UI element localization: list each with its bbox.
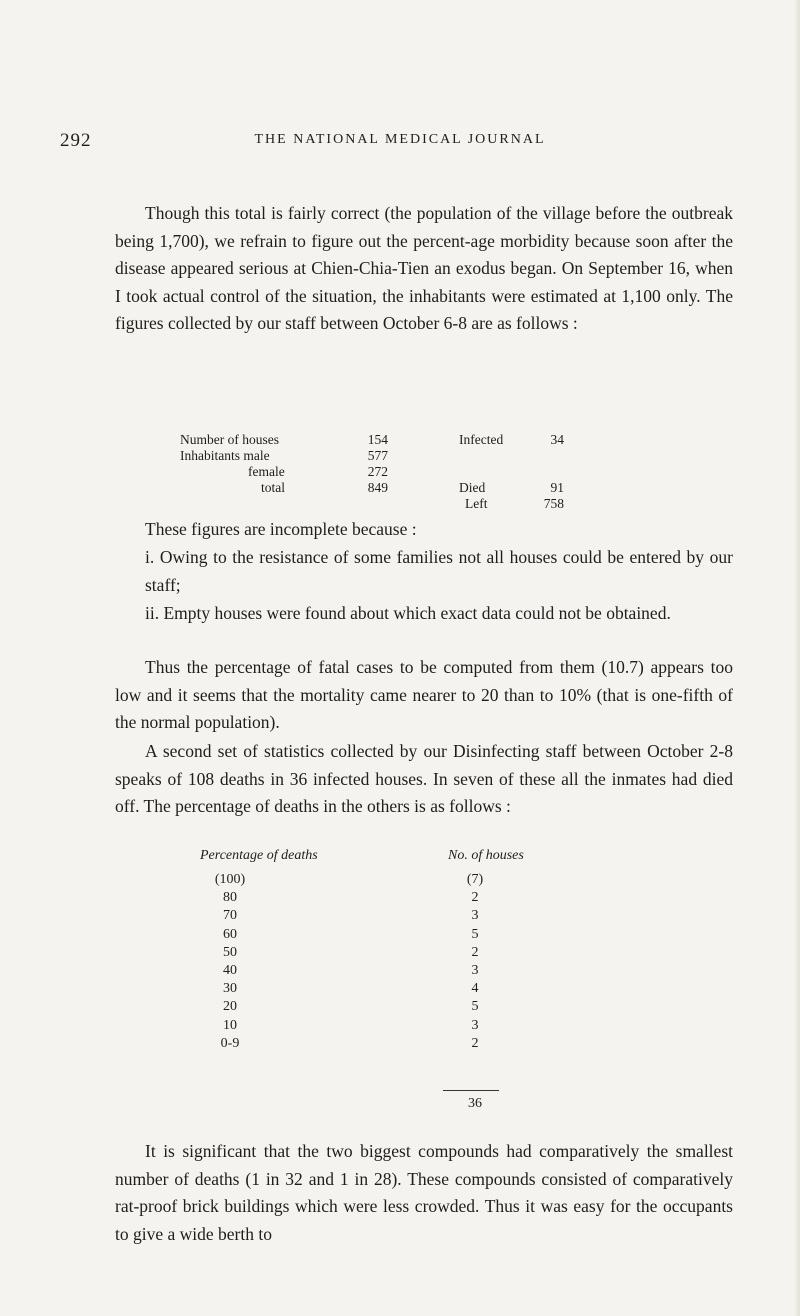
percentage-cell: 60 [223, 926, 237, 942]
journal-title: THE NATIONAL MEDICAL JOURNAL [254, 132, 546, 147]
left-label: Left [465, 496, 488, 511]
paragraph-mortality: Thus the percentage of fatal cases to be computed from them (10.7) appears too low and it seems that the mortality came nearer to 20 than to 10% (that is one-fifth of the normal population). [115, 657, 733, 732]
reason-one: i. Owing to the resistance of some families not all houses could be entered by our staff; [145, 547, 733, 595]
left-value: 758 [543, 496, 564, 511]
houses-cell: 3 [471, 908, 479, 924]
percentage-cell: (100) [214, 872, 246, 887]
houses-cell: 4 [471, 981, 479, 997]
table-row [200, 872, 560, 890]
houses-cell: 3 [471, 963, 479, 978]
deaths-table [200, 848, 560, 1148]
female-label: female [248, 464, 285, 479]
houses-total: 36 [468, 1096, 482, 1111]
paragraph-second-statistics: A second set of statistics collected by our Disinfecting staff between October 2-8 speaks of 108 deaths in 36 infected houses. In seven of these all the inmates had died off. The percentage of deaths in the others is as follows : [115, 741, 733, 816]
table-row [200, 890, 560, 908]
female-value: 272 [367, 464, 388, 479]
percentage-cell: 80 [223, 890, 237, 906]
table-row [200, 945, 560, 963]
table-row [200, 908, 560, 926]
table-row [200, 927, 560, 945]
total-value: 849 [367, 480, 388, 495]
paragraph-incomplete: These figures are incomplete because : [145, 519, 417, 539]
male-value: 577 [367, 448, 388, 463]
table-row [200, 1036, 560, 1054]
percentage-cell: 70 [223, 908, 237, 924]
died-value: 91 [550, 480, 564, 495]
percentage-cell: 40 [223, 963, 237, 978]
percentage-cell: 50 [223, 944, 237, 960]
houses-cell: 2 [471, 944, 479, 960]
infected-value: 34 [550, 432, 564, 447]
table-row [200, 963, 560, 981]
houses-cell: 2 [471, 1035, 479, 1051]
total-label: total [261, 480, 285, 495]
reason-two: ii. Empty houses were found about which exact data could not be obtained. [145, 603, 671, 623]
houses-cell: 5 [471, 999, 479, 1015]
houses-label: Number of houses [180, 432, 279, 447]
paragraph-population: Though this total is fairly correct (the population of the village before the outbreak being 1,700), we refrain to figure out the percent-age morbidity because soon after the disease appeared serious at Chien-Chia-Tien an exodus began. On September 16, when I took actual control of the situation, the inhabitants were estimated at 1,100 only. The figures collected by our staff between October 6-8 are as follows : [115, 203, 733, 333]
percentage-cell: 10 [223, 1017, 237, 1033]
table-row [200, 981, 560, 999]
percentage-cell: 20 [223, 999, 237, 1015]
houses-cell: 5 [471, 926, 479, 942]
column-header-percentage: Percentage of deaths [200, 848, 318, 863]
table-row [200, 999, 560, 1017]
houses-cell: 3 [471, 1017, 479, 1033]
houses-cell: 2 [471, 890, 479, 906]
page-header [60, 130, 740, 156]
column-header-houses: No. of houses [448, 848, 524, 863]
died-label: Died [459, 480, 486, 495]
page-number: 292 [60, 130, 92, 151]
table-row [200, 1018, 560, 1036]
paragraph-compounds: It is significant that the two biggest compounds had comparatively the smallest number of deaths (1 in 32 and 1 in 28). These compounds consisted of comparatively rat-proof brick buildings which were less crowded. Thus it was easy for the occupants to give a wide berth to [115, 1141, 733, 1244]
page-edge-shadow [794, 0, 800, 1316]
houses-value: 154 [367, 432, 388, 447]
total-rule [443, 1090, 499, 1091]
percentage-cell: 30 [223, 981, 237, 997]
male-label: Inhabitants male [180, 448, 270, 463]
percentage-cell: 0-9 [220, 1035, 240, 1051]
houses-cell: (7) [466, 872, 484, 887]
infected-label: Infected [459, 432, 504, 447]
